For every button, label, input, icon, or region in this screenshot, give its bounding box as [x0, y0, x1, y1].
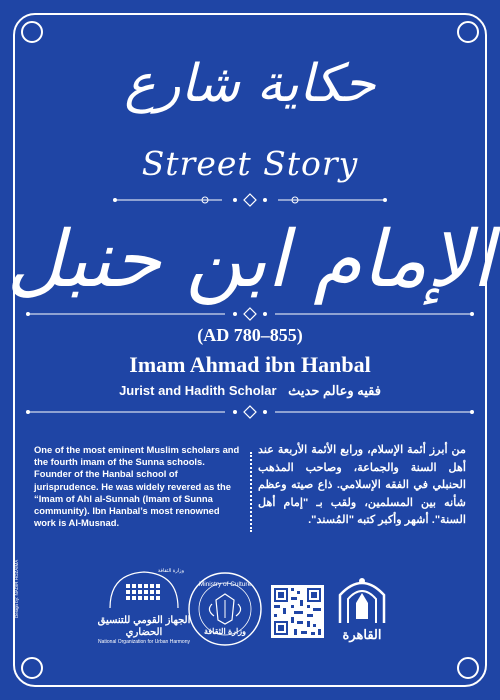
corner-ornament: [21, 657, 43, 679]
corner-ornament: [21, 21, 43, 43]
ministry-of-culture-logo: [186, 570, 264, 648]
person-name-english: Imam Ahmad ibn Hanbal: [129, 352, 371, 377]
qr-code-icon: [271, 585, 324, 638]
corner-ornament: [457, 21, 479, 43]
cairo-governorate-logo: [334, 573, 390, 643]
role-arabic: فقيه وعالم حديث: [288, 383, 381, 398]
role-english: Jurist and Hadith Scholar: [119, 383, 277, 398]
lifespan-dates: (AD 780–855): [197, 325, 303, 345]
column-divider: [250, 452, 252, 532]
nouh-arabic-top: وزارة الثقافة: [157, 568, 184, 574]
biography-arabic: من أبرز أئمة الإسلام، ورابع الأئمة الأربعة عند أهل السنة والجماعة، وصاحب المذهب الحنبلي في الفقه الإسلامي. ذاع صيته وعظم شأنه بين المسلمين، ولقب بـ "إمام أهل السنة". أشهر وأكبر كتبه "المُسند".: [258, 444, 466, 526]
designer-credit-text: Design by: NADIR HOZAIMA: [14, 559, 19, 618]
ministry-name-english: Ministry of Culture: [198, 581, 252, 588]
nouh-name-english: National Organization for Urban Harmony: [98, 639, 190, 645]
nouh-name-arabic: الجهاز القومي للتنسيق الحضاري: [97, 615, 191, 638]
nouh-logo: [90, 568, 198, 646]
biography-english: One of the most eminent Muslim scholars and the fourth imam of the Sunna schools. Founder of the Hanbal school of jurisprudence. He was widely revered as the “Imam of Ahl al-Sunnah (Imam of Sunna community). Ibn Hanbal’s most renowned work is Al-Musnad.: [34, 444, 240, 529]
qr-code[interactable]: [271, 585, 324, 638]
person-role: [0, 383, 500, 399]
designer-credit: [10, 560, 24, 620]
series-title-arabic: حكاية شارع: [124, 54, 376, 114]
person-name-arabic: الإمام ابن حنبل: [6, 215, 494, 305]
cairo-name-arabic: القاهرة: [342, 627, 382, 642]
cairo-emblem-icon: [334, 573, 390, 625]
ornamental-divider: [0, 192, 500, 208]
ornamental-divider: [0, 404, 500, 420]
ministry-name-arabic: وزارة الثقافة: [204, 627, 246, 636]
ornamental-divider: [0, 306, 500, 322]
series-title-english: Street Story: [141, 144, 359, 183]
corner-ornament: [457, 657, 479, 679]
